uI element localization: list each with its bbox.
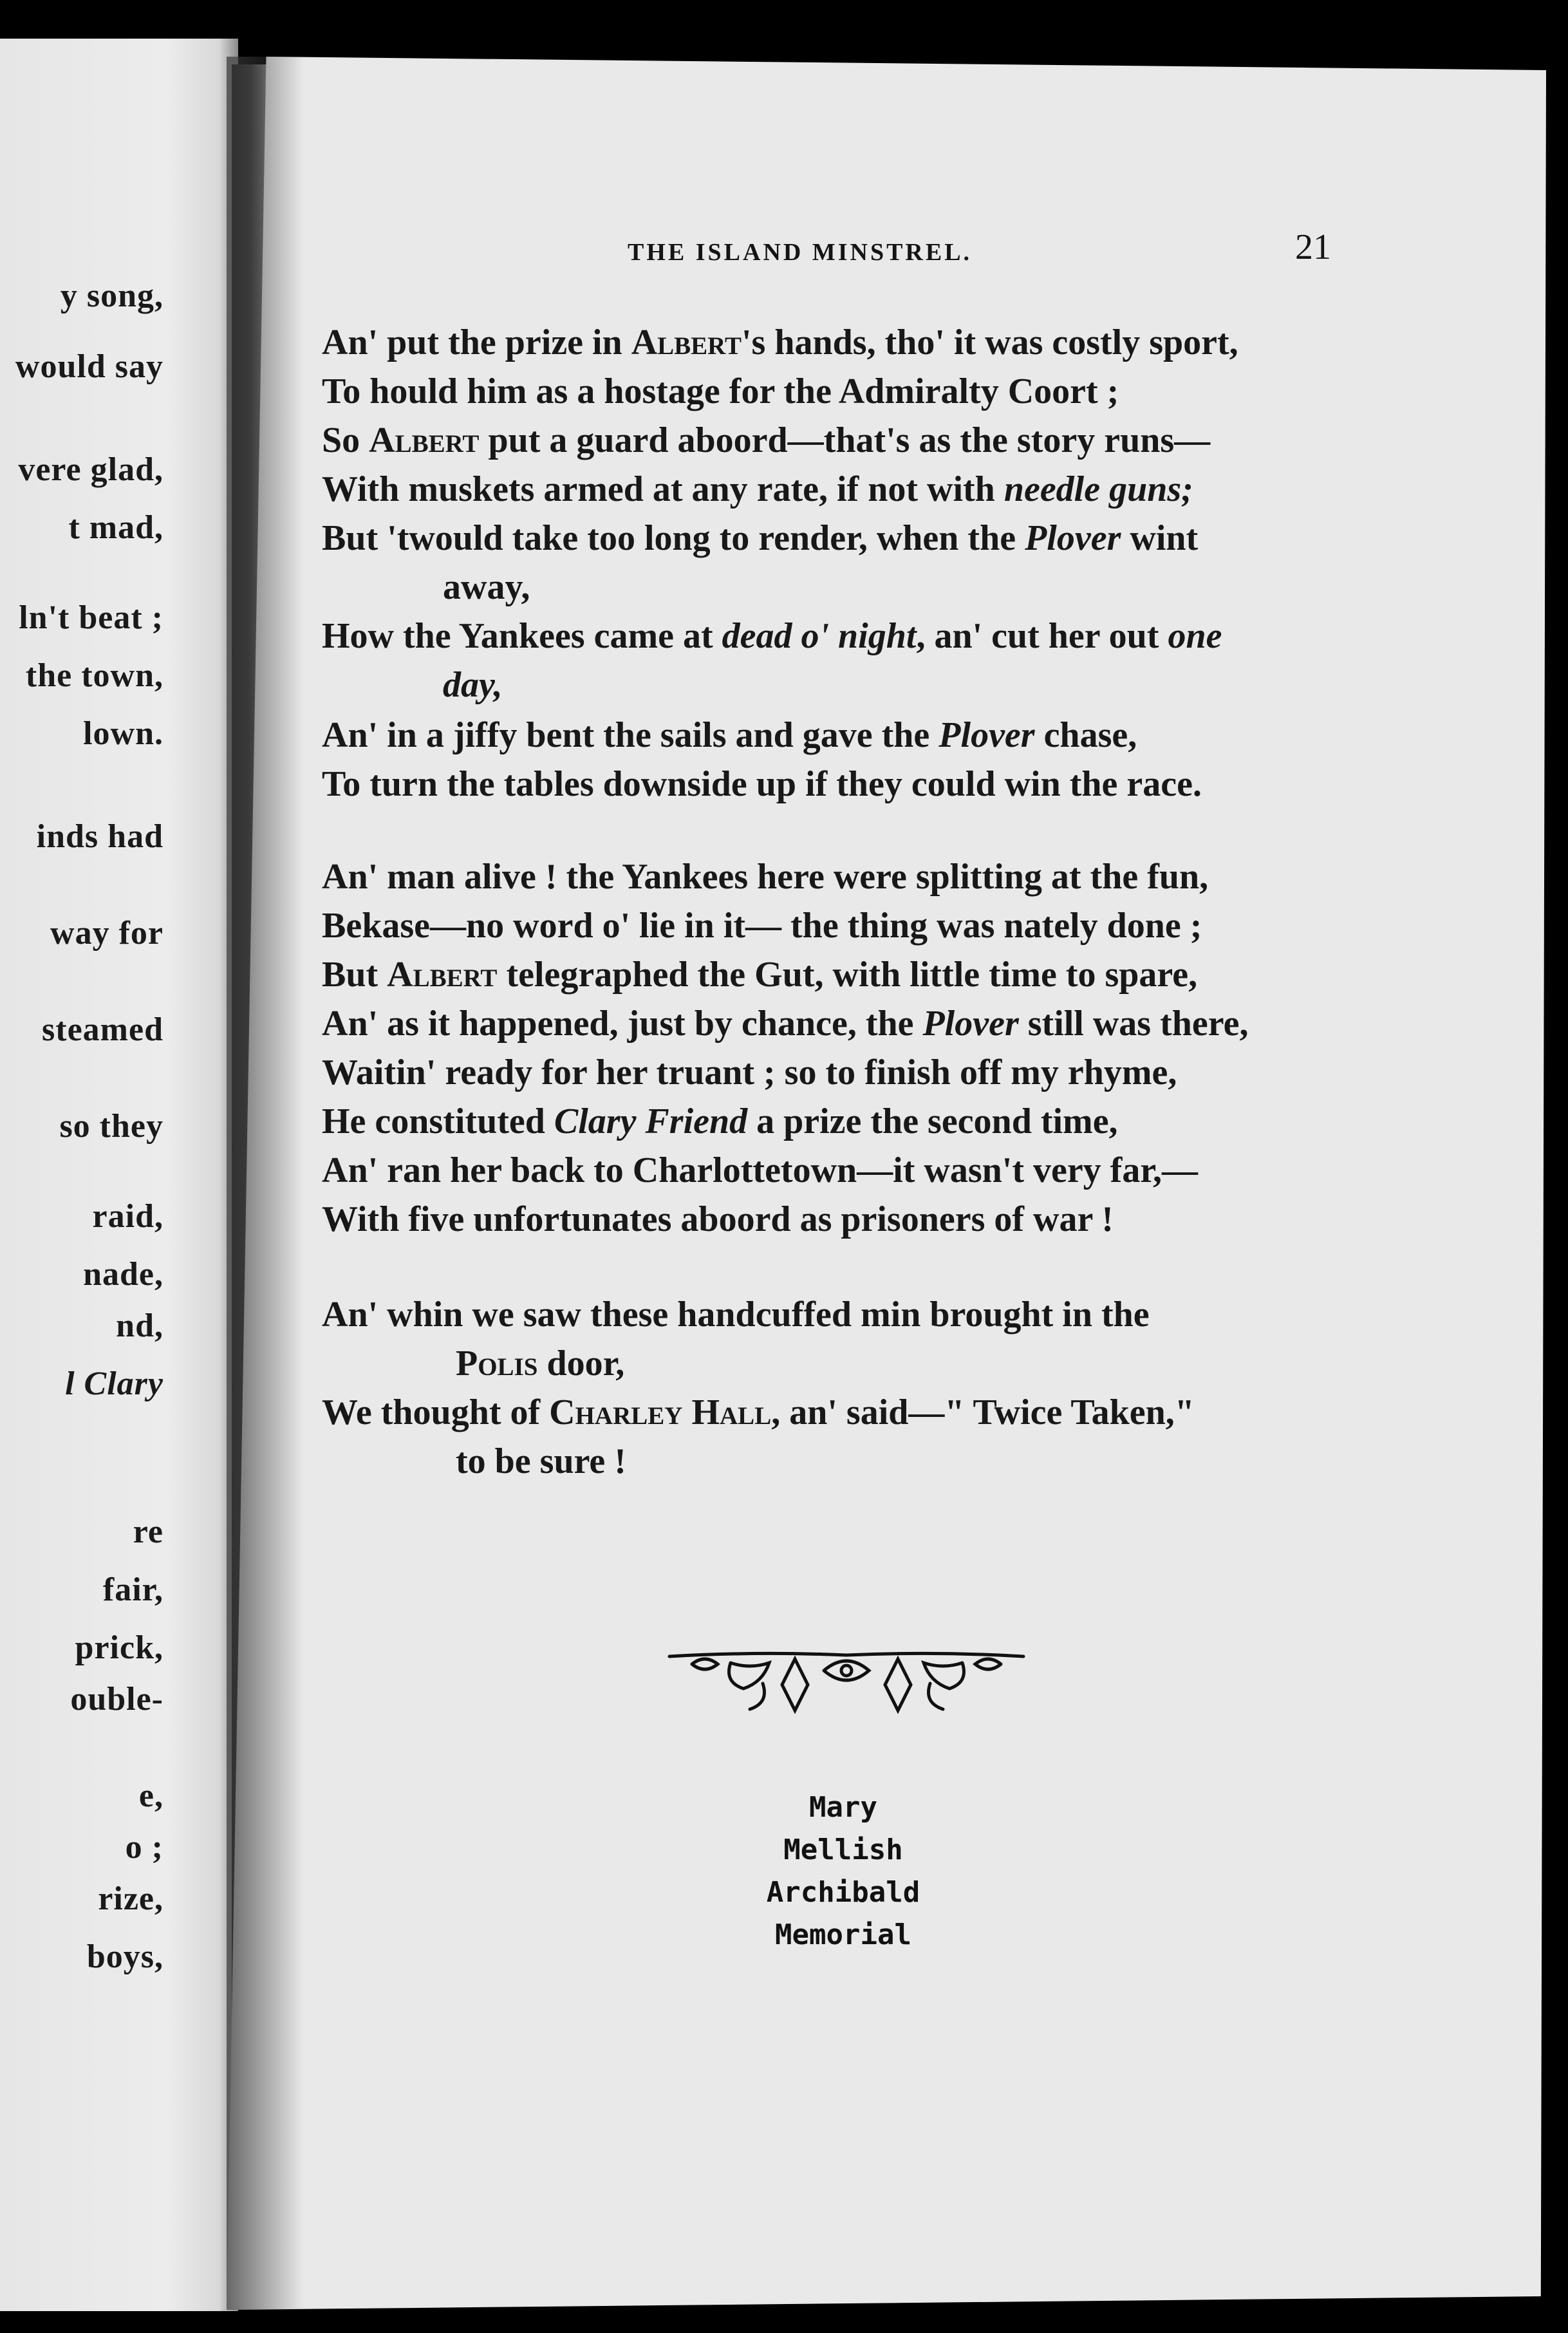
- previous-page-line: vere glad,: [18, 451, 163, 488]
- poem-line: How the Yankees came at dead o' night, an' cut her out one: [322, 616, 1222, 656]
- previous-page-line: prick,: [75, 1629, 163, 1666]
- previous-page-line: fair,: [102, 1571, 163, 1608]
- poem-line-turnover: day,: [443, 665, 503, 705]
- poem-line: With muskets armed at any rate, if not with needle guns;: [322, 469, 1193, 509]
- previous-page-line: would say: [15, 348, 163, 385]
- poem-line: Bekase—no word o' lie in it— the thing was nately done ;: [322, 906, 1202, 946]
- running-title: THE ISLAND MINSTREL.: [628, 239, 973, 266]
- library-stamp: [760, 1786, 927, 1956]
- stamp-line: Memorial: [775, 1918, 911, 1951]
- previous-page-line: steamed: [42, 1011, 163, 1048]
- poem-line-turnover: away,: [443, 567, 530, 607]
- previous-page-line: ln't beat ;: [19, 599, 163, 636]
- previous-page-line: the town,: [25, 657, 163, 694]
- poem-line: An' ran her back to Charlottetown—it wasn't very far,—: [322, 1150, 1199, 1190]
- previous-page-line: inds had: [36, 818, 163, 855]
- previous-page-line: o ;: [125, 1829, 163, 1866]
- previous-page-line: re: [133, 1513, 163, 1550]
- previous-page-line: e,: [138, 1777, 163, 1814]
- poem-line: An' put the prize in Albert's hands, tho' it was costly sport,: [322, 323, 1238, 362]
- poem-line: An' man alive ! the Yankees here were splitting at the fun,: [322, 857, 1209, 897]
- previous-page: [0, 39, 238, 2311]
- scroll-flourish-icon: [666, 1645, 1027, 1729]
- previous-page-line: ouble-: [70, 1681, 163, 1718]
- poem-line: An' in a jiffy bent the sails and gave the Plover chase,: [322, 715, 1137, 755]
- poem-line: So Albert put a guard aboord—that's as the story runs—: [322, 420, 1211, 460]
- poem-line: To turn the tables downside up if they could win the race.: [322, 764, 1202, 804]
- poem-line-turnover: Polis door,: [456, 1344, 625, 1383]
- poem-line: Waitin' ready for her truant ; so to finish off my rhyme,: [322, 1053, 1177, 1092]
- name-albert: Albert: [631, 323, 742, 362]
- page-number: 21: [1295, 227, 1331, 267]
- poem-line: He constituted Clary Friend a prize the second time,: [322, 1101, 1118, 1141]
- name-charley-hall: Charley Hall: [549, 1392, 772, 1432]
- previous-page-line: so they: [59, 1108, 163, 1145]
- previous-page-line: way for: [50, 915, 163, 951]
- previous-page-line: nade,: [83, 1256, 163, 1293]
- previous-page-line: lown.: [83, 715, 163, 752]
- name-albert: Albert: [387, 955, 498, 995]
- poem-line-turnover: to be sure !: [456, 1441, 626, 1481]
- stamp-line: Archibald: [766, 1876, 920, 1909]
- previous-page-line: boys,: [86, 1938, 163, 1975]
- previous-page-line: y song,: [60, 277, 163, 314]
- previous-page-line: t mad,: [68, 509, 163, 546]
- poem-line: To hould him as a hostage for the Admiralty Coort ;: [322, 371, 1119, 411]
- poem-line: We thought of Charley Hall, an' said—" Twice Taken,": [322, 1392, 1195, 1432]
- name-albert: Albert: [369, 420, 480, 460]
- previous-page-line: l Clary: [65, 1365, 163, 1402]
- poem-line: But 'twould take too long to render, when the Plover wint: [322, 518, 1199, 558]
- poem-line: An' as it happened, just by chance, the Plover still was there,: [322, 1004, 1249, 1044]
- poem-line: But Albert telegraphed the Gut, with little time to spare,: [322, 955, 1198, 995]
- previous-page-line: nd,: [116, 1307, 163, 1344]
- poem-line: With five unfortunates aboord as prisoners of war !: [322, 1199, 1114, 1239]
- previous-page-line: raid,: [92, 1198, 163, 1235]
- poem-line: An' whin we saw these handcuffed min brought in the: [322, 1295, 1150, 1335]
- stamp-line: Mary Mellish: [783, 1791, 903, 1866]
- previous-page-line: rize,: [98, 1880, 163, 1917]
